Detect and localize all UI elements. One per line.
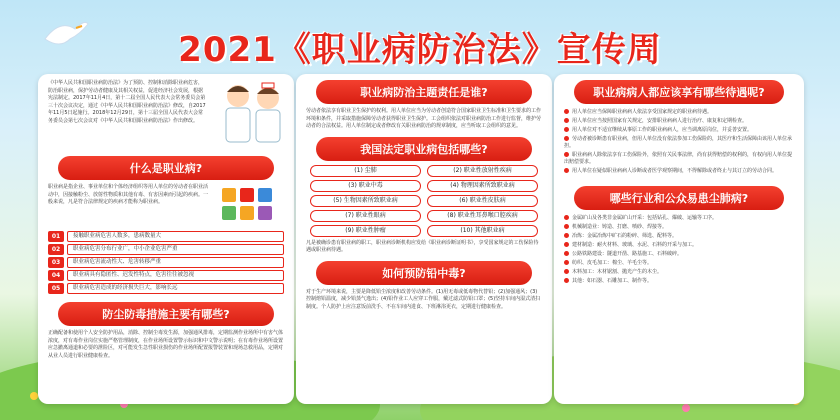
flower-decoration: [682, 404, 690, 412]
disease-type: (3) 职业中毒: [310, 180, 421, 192]
list-item: 职业病病人除依法享有工伤保险外，依照有关民事法律，尚有获得赔偿的权利的，有权向用人单位提出赔偿要求。: [564, 152, 793, 165]
section-header-types: 我国法定职业病包括哪些?: [316, 137, 532, 161]
section-header-measures: 防尘防毒措施主要有哪些?: [58, 302, 274, 326]
features-list: [38, 231, 294, 294]
disease-type: (6) 职业性皮肤病: [427, 195, 538, 207]
section-header-rights: 职业病病人都应该享有哪些待遇呢?: [574, 80, 784, 104]
industries-list: [554, 214, 804, 286]
list-item: 02 职业病危害分布行业广，中小企业危害严重: [48, 244, 284, 255]
disease-type: (4) 物理因素所致职业病: [427, 180, 538, 192]
disease-type: (8) 职业性耳鼻喉口腔疾病: [427, 210, 538, 222]
disease-type: (10) 其他职业病: [427, 225, 538, 237]
list-item: 金属矿山及各类非金属矿山开采：包括钻孔、爆破、运输等工序。: [554, 214, 804, 223]
list-item: 01 接触职业病危害人数多，患病数量大: [48, 231, 284, 242]
disease-types-grid: [310, 165, 538, 237]
what-text: 职业病是指企业、事业单位和个体经济组织等用人单位的劳动者在职业活动中，因接触粉尘、放射性物质和其他有毒、有害因素而引起的疾病。一般来说，凡是符合法律规定的疾病才能称为职业病。: [48, 184, 209, 205]
list-item: 其他：如石器、石雕加工、制作等。: [554, 277, 804, 286]
section-header-what-is: 什么是职业病?: [58, 156, 274, 180]
disease-type: (5) 生物因素所致职业病: [310, 195, 421, 207]
list-item: 用人单位应当按照国家有关规定，安排职业病病人进行治疗、康复和定期检查。: [554, 117, 804, 126]
lead-text: 对于生产环境来说，主要是降低铅尘浓度和改善劳动条件。(1)用无毒或低毒物代替铅；(2)加强通风；(3)控制熔铅温度，减少铅蒸气逸出；(4)铅作业工人应穿工作服，戴过滤式防铅口罩；(5)坚持车间内湿式清扫制度。个人防护上应注意饭前洗手、不在车间内进食、下班淋浴更衣，定期进行健康检查。: [306, 288, 541, 310]
disease-type: (9) 职业性肿瘤: [310, 225, 421, 237]
duty-text: 劳动者依法享有职业卫生保护的权利。用人单位应当为劳动者创造符合国家职业卫生标准和卫生要求的工作环境和条件，并采取措施保障劳动者获得职业卫生保护。工会组织依法对职业病防治工作进行监督，维护劳动者的合法权益。用人单位制定或者修改有关职业病防治的规章制度，应当听取工会组织的意见。: [306, 108, 542, 129]
page-title: 2021《职业病防治法》宣传周: [178, 30, 662, 70]
doctor-illustration: [216, 80, 290, 150]
types-text: 凡是被确诊患有职业病的职工，职业病诊断机构应发给《职业病诊断证明书》，享受国家规定的工伤保险待遇或职业病待遇。: [306, 239, 539, 253]
list-item: 03 职业病危害流动性大、危害转移严重: [48, 257, 284, 268]
list-item: 04 职业病具有隐匿性、迟发性特点，危害往往被忽视: [48, 270, 284, 281]
disease-type: (1) 尘肺: [310, 165, 421, 177]
intro-text: 《中华人民共和国职业病防治法》为了预防、控制和消除职业病危害，防治职业病，保护劳动者健康及其相关权益，促进经济社会发展，根据宪法制定。2017年11月4日，第十二届全国人民代表大会常务委员会第三十次会议决定，通过《中华人民共和国职业病防治法》修改，自2017年11月5日起施行。2018年12月29日，第十三届全国人民代表大会常务委员会第七次会议对《中华人民共和国职业病防治法》作出修改。: [48, 80, 206, 124]
list-item: 用人单位在疑似职业病病人诊断或者医学观察期间，不得解除或者终止与其订立的劳动合同。: [554, 167, 804, 176]
list-item: 木料加工：木材锯割、抛光产生的木尘。: [554, 268, 804, 277]
flower-decoration: [30, 392, 38, 400]
list-item: 劳动者被诊断患有职业病，但用人单位没有依法参加工伤保险的，其医疗和生活保障由该用人单位承担。: [564, 136, 793, 149]
section-header-lead: 如何预防铅中毒?: [316, 261, 532, 285]
right-panel: [554, 74, 804, 404]
list-item: 机械制造业：铸造、打磨、喷砂、焊接等。: [554, 223, 804, 232]
middle-panel: [296, 74, 552, 404]
list-item: 05 职业病危害造成的经济损失巨大，影响长远: [48, 283, 284, 294]
section-header-industries: 哪些行业和公众易患尘肺病?: [574, 186, 784, 210]
list-item: 冶炼：金属冶炼中矿石的粉碎、筛选、配料等。: [554, 232, 804, 241]
hazard-icons-illustration: [218, 184, 288, 228]
measures-text: 正确配备和使用个人安全防护用品，消除、控制尘毒发生源，加强通风排毒，定期监测作业场所中有害气体浓度，对有毒作业岗位实施严格管理制度，在作业场所设置警示标识和中文警示说明；在有毒作业场所设置应急撤离通道和必要的泄险区，对可能发生急性职业损伤的作业场所配置报警装置和现场急救用品，定期对从业人员进行职业健康检查。: [48, 330, 284, 359]
rights-list: [554, 108, 804, 176]
disease-type: (2) 职业性放射性疾病: [427, 165, 538, 177]
list-item: 用人单位应当保障职业病病人依法享受国家规定的职业病待遇。: [554, 108, 804, 117]
list-item: 建材制造：耐火材料、玻璃、水泥、石料的开采与加工。: [554, 241, 804, 250]
list-item: 用人单位对不适宜继续从事原工作的职业病病人，应当调离原岗位，并妥善安置。: [554, 126, 804, 135]
list-item: 纺织、皮毛加工：棉尘、羊毛尘等。: [554, 259, 804, 268]
list-item: 公路铁路建设：隧道开凿、路基施工、石料破碎。: [554, 250, 804, 259]
section-header-duty: 职业病防治主题责任是谁?: [316, 80, 532, 104]
left-panel: [38, 74, 294, 404]
disease-type: (7) 职业性眼病: [310, 210, 421, 222]
